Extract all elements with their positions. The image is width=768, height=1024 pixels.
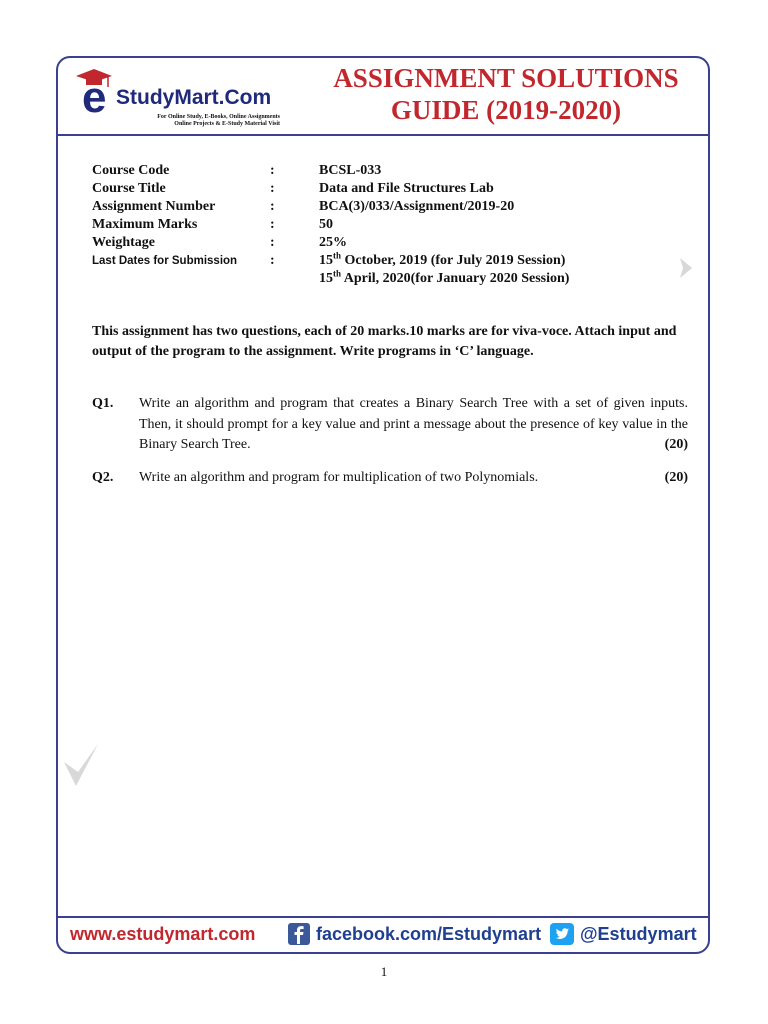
spacer [92,270,270,288]
colon: : [270,181,275,196]
website-link[interactable]: www.estudymart.com [70,924,256,944]
question-2 [92,468,688,489]
title-line-2: GUIDE (2019-2020) [390,95,622,125]
question-marks: (20) [664,437,688,452]
weightage-label: Weightage [92,235,155,250]
course-title-row [92,180,692,198]
maximum-marks-row [92,216,692,234]
date-2-day: 15 [319,271,333,286]
assignment-number-value: BCA(3)/033/Assignment/2019-20 [319,199,515,214]
colon: : [270,253,275,268]
date-1-day: 15 [319,253,333,268]
logo-tagline [130,114,280,128]
assignment-number-label: Assignment Number [92,199,216,214]
header [58,58,708,136]
twitter-handle[interactable]: @Estudymart [580,924,697,944]
watermark-check-icon [62,742,100,788]
course-details [92,162,692,288]
document-title [316,62,696,126]
question-body: Write an algorithm and program for multiplication of two Polynomials. [139,470,539,485]
facebook-icon[interactable] [288,923,310,945]
facebook-link[interactable]: facebook.com/Estudymart [316,924,542,944]
watermark-arrow-icon [678,256,694,280]
logo-e: e [82,73,107,122]
last-dates-row-2 [92,270,692,288]
question-number: Q1. [92,396,114,411]
last-date-1 [319,252,692,270]
last-dates-label: Last Dates for Submission [92,255,238,267]
date-1-text: October, 2019 (for July 2019 Session) [341,253,566,268]
course-code-value: BCSL-033 [319,163,382,178]
course-title-label: Course Title [92,181,166,196]
logo-tagline-line-1: For Online Study, E-Books, Online Assignments [157,114,280,120]
course-code-row [92,162,692,180]
spacer [270,270,319,288]
date-2-suffix: th [333,268,342,279]
colon: : [270,235,275,250]
colon: : [270,199,275,214]
course-title-value: Data and File Structures Lab [319,181,494,196]
date-1-suffix: th [333,250,342,261]
weightage-row [92,234,692,252]
logo [68,64,328,130]
question-marks: (20) [664,470,688,485]
course-code-label: Course Code [92,163,170,178]
logo-name: StudyMart.Com [116,86,272,109]
last-date-2 [319,270,692,288]
title-line-1: ASSIGNMENT SOLUTIONS [333,63,679,93]
assignment-number-row [92,198,692,216]
date-2-text: April, 2020(for January 2020 Session) [341,271,570,286]
footer [58,916,708,952]
last-dates-row [92,252,692,270]
question-text [139,468,688,489]
twitter-icon[interactable] [550,923,574,945]
maximum-marks-label: Maximum Marks [92,217,198,232]
page-number: 1 [380,964,388,979]
assignment-instructions: This assignment has two questions, each of 20 marks.10 marks are for viva-voce. Attach input and output of the program to the assignment. Write programs in ‘C’ language. [92,324,677,359]
logo-tagline-line-2: Online Projects & E-Study Material Visit [174,121,280,127]
page-frame [56,56,710,954]
weightage-value: 25% [319,235,347,250]
question-body: Write an algorithm and program that creates a Binary Search Tree with a set of given inputs. Then, it should prompt for a key value and print a message about the presence of key value in the Binary Search Tree. [139,396,688,452]
question-1 [92,394,688,456]
maximum-marks-value: 50 [319,217,333,232]
colon: : [270,163,275,178]
question-text [139,394,688,456]
question-number: Q2. [92,470,114,485]
colon: : [270,217,275,232]
